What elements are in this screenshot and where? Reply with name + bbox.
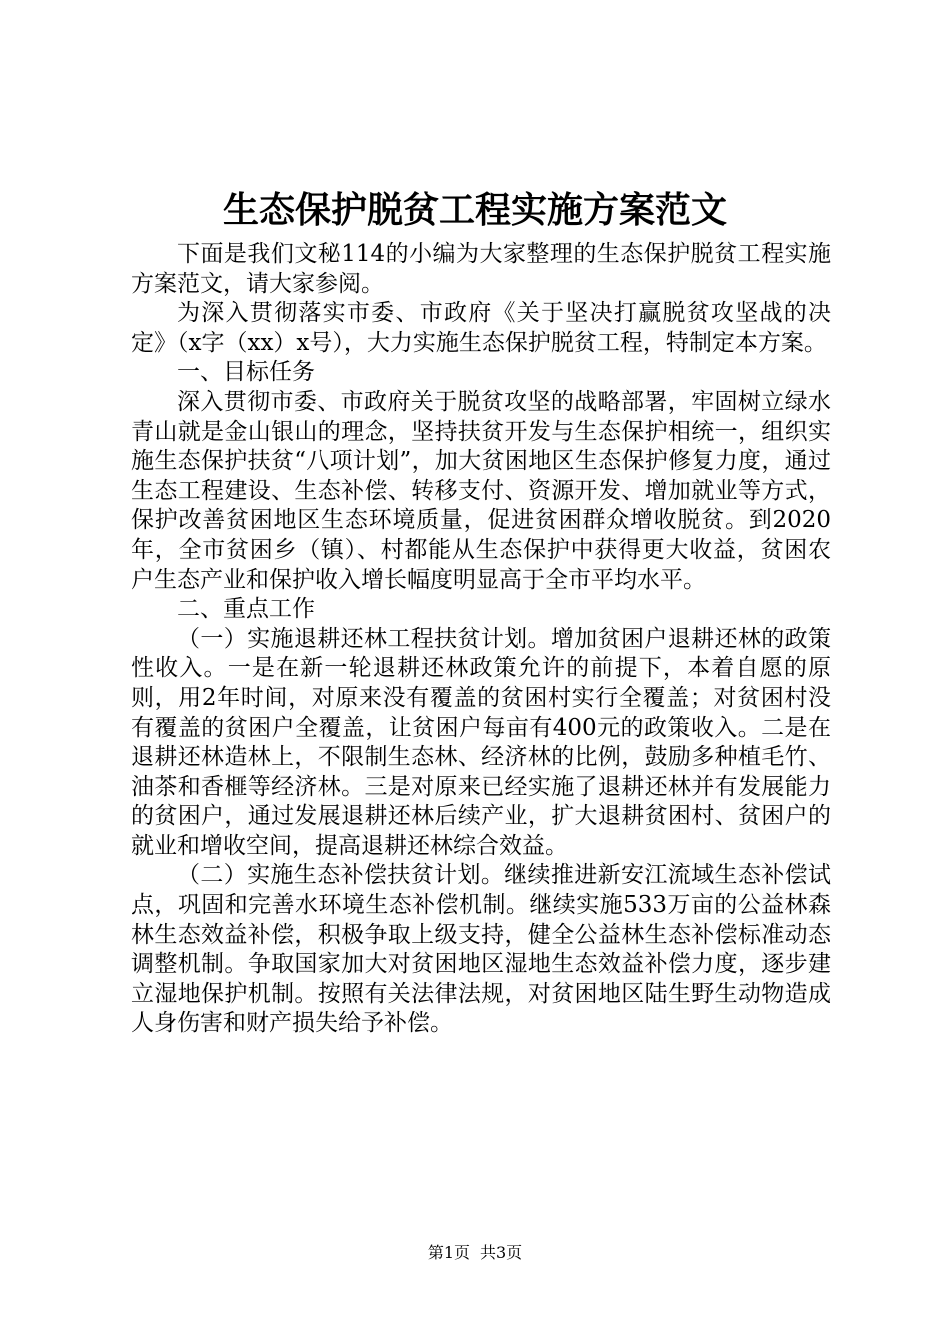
document-title: 生态保护脱贫工程实施方案范文 <box>222 189 727 231</box>
page-number: 第1页 <box>427 1243 470 1262</box>
document-body <box>131 240 831 1039</box>
intro-paragraph: 下面是我们文秘114的小编为大家整理的生态保护脱贫工程实施方案范文，请大家参阅。 <box>131 241 831 297</box>
purpose-paragraph: 为深入贯彻落实市委、市政府《关于坚决打赢脱贫攻坚战的决定》（x字（xx）x号），大力实施生态保护脱贫工程，特制定本方案。 <box>131 300 831 356</box>
key-work-item-2: （二）实施生态补偿扶贫计划。继续推进新安江流域生态补偿试点，巩固和完善水环境生态补偿机制。继续实施533万亩的公益林森林生态效益补偿，积极争取上级支持，健全公益林生态补偿标准动态调整机制。争取国家加大对贫困地区湿地生态效益补偿力度，逐步建立湿地保护机制。按照有关法律法规，对贫困地区陆生野生动物造成人身伤害和财产损失给予补偿。 <box>131 862 831 1037</box>
goals-paragraph: 深入贯彻市委、市政府关于脱贫攻坚的战略部署，牢固树立绿水青山就是金山银山的理念，坚持扶贫开发与生态保护相统一，组织实施生态保护扶贫“八项计划”，加大贫困地区生态保护修复力度，通过生态工程建设、生态补偿、转移支付、资源开发、增加就业等方式，保护改善贫困地区生态环境质量，促进贫困群众增收脱贫。到2020年，全市贫困乡（镇）、村都能从生态保护中获得更大收益，贫困农户生态产业和保护收入增长幅度明显高于全市平均水平。 <box>131 388 831 593</box>
page-total: 共3页 <box>480 1243 523 1262</box>
section-heading-goals: 一、目标任务 <box>177 359 315 386</box>
key-work-item-1: （一）实施退耕还林工程扶贫计划。增加贫困户退耕还林的政策性收入。一是在新一轮退耕还林政策允许的前提下，本着自愿的原则，用2年时间，对原来没有覆盖的贫困村实行全覆盖；对贫困村没有覆盖的贫困户全覆盖，让贫困户每亩有400元的政策收入。二是在退耕还林造林上，不限制生态林、经济林的比例，鼓励多种植毛竹、油茶和香榧等经济林。三是对原来已经实施了退耕还林并有发展能力的贫困户，通过发展退耕还林后续产业，扩大退耕贫困村、贫困户的就业和增收空间，提高退耕还林综合效益。 <box>131 625 831 859</box>
section-heading-key-work: 二、重点工作 <box>177 596 315 623</box>
page-footer <box>0 1242 950 1264</box>
